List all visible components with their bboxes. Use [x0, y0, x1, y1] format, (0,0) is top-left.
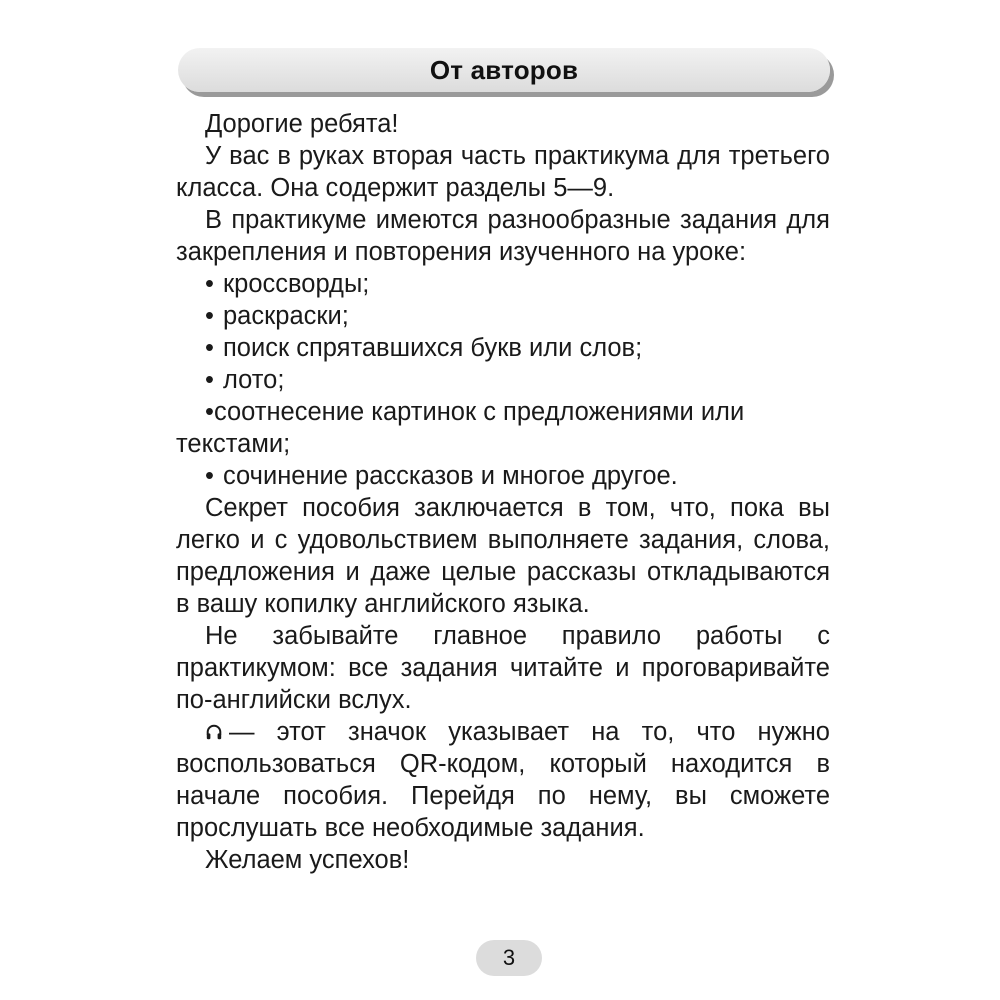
paragraph-secret: Секрет пособия заключается в том, что, пока вы легко и с удовольствием выполняете задания, слова, предложения и даже целые рассказы откладываются в вашу копилку английского языка.: [176, 494, 830, 618]
page-number-badge: [476, 940, 542, 976]
list-item: [176, 396, 830, 460]
list-item-text: сочинение рассказов и многое другое.: [223, 462, 678, 490]
section-header-bar: [178, 48, 830, 92]
headphones-icon: [205, 723, 223, 741]
bullet-dot: •: [205, 270, 214, 298]
list-item-text: кроссворды;: [223, 270, 370, 298]
bullet-dot: •: [205, 334, 214, 362]
list-item-text: поиск спрятавшихся букв или слов;: [223, 334, 643, 362]
page-number: 3: [502, 945, 516, 970]
list-item: [176, 332, 830, 364]
bullet-dot: •: [205, 366, 214, 394]
list-item: [176, 268, 830, 300]
bullet-dot: •: [205, 462, 214, 490]
page-content: [176, 108, 830, 876]
list-item-text: раскраски;: [223, 302, 349, 330]
list-item-text: соотнесение картинок с предложениями или текстами;: [176, 398, 745, 458]
list-item: [176, 300, 830, 332]
section-title: От авторов: [429, 54, 579, 85]
bullet-dot: •: [205, 398, 214, 426]
paragraph-icon-note: [176, 716, 830, 844]
bullet-dot: •: [205, 302, 214, 330]
paragraph-rule: Не забывайте главное правило работы с практикумом: все задания читайте и проговаривайте по-английски вслух.: [176, 622, 830, 714]
paragraph-tasks: В практикуме имеются разнообразные задания для закрепления и повторения изученного на уроке:: [176, 206, 830, 266]
paragraph-intro: У вас в руках вторая часть практикума для третьего класса. Она содержит разделы 5—9.: [176, 142, 830, 202]
list-item: [176, 364, 830, 396]
closing: Желаем успехов!: [205, 846, 410, 874]
list-item-text: лото;: [223, 366, 285, 394]
icon-note-text: — этот значок указывает на то, что нужно воспользоваться QR-кодом, который находится в начале пособия. Перейдя по нему, вы сможете прослушать все необходимые задания.: [176, 718, 830, 842]
greeting: Дорогие ребята!: [205, 110, 399, 138]
list-item: [176, 460, 830, 492]
